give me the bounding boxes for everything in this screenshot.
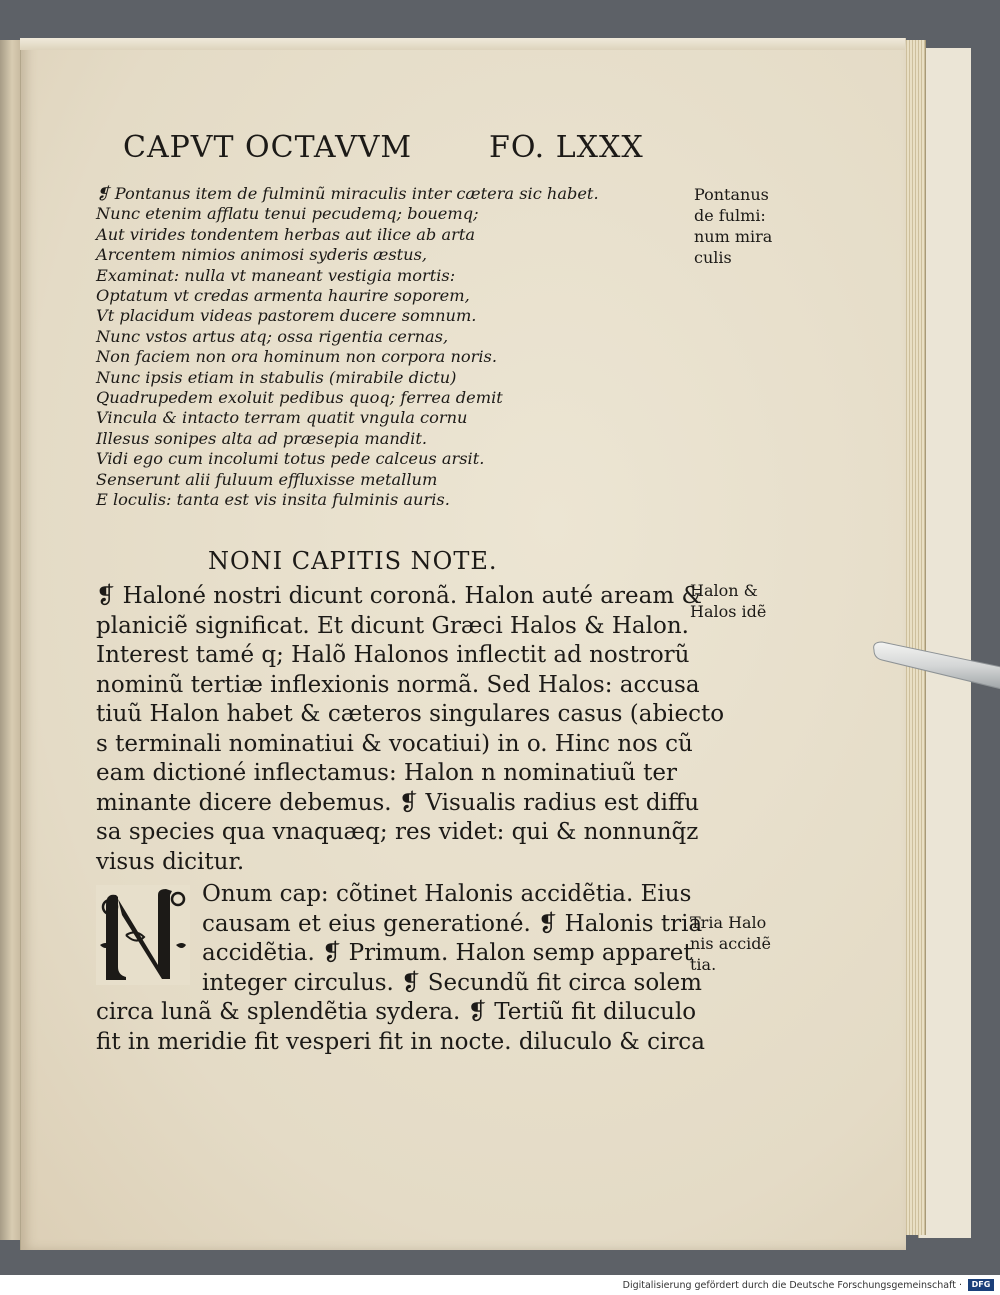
chapter-block: [96, 880, 705, 1057]
verse-block: [96, 184, 676, 511]
verse-line: Vincula & intacto terram quatit vngula cornu: [96, 408, 468, 428]
marginal-line: tia.: [690, 955, 717, 974]
chapter-line: Onum cap: cõtinet Halonis accidẽtia. Eius: [202, 881, 692, 907]
note-line: ❡ Haloné nostri dicunt coronã. Halon auté aream &: [96, 583, 702, 609]
note-line: tiuũ Halon habet & cæteros singulares casus (abiecto: [96, 701, 725, 727]
marginal-line: Tria Halo: [690, 913, 767, 932]
chapter-line: circa lunã & splendẽtia sydera. ❡ Tertiũ fit diluculo: [96, 999, 697, 1025]
verse-line: Aut virides tondentem herbas aut ilice ab arta: [96, 224, 475, 244]
folio-number: FO. LXXX: [489, 130, 644, 165]
chapter-line: fit in meridie fit vesperi fit in nocte. diluculo & circa: [96, 1028, 705, 1055]
marginal-line: de fulmi:: [694, 206, 766, 225]
verse-line: Examinat: nulla vt maneant vestigia mortis:: [96, 265, 456, 285]
verse-line: Illesus sonipes alta ad præsepia mandit.: [96, 428, 428, 448]
verse-line: Nunc etenim afflatu tenui pecudemq; bouemq;: [96, 204, 479, 224]
notes-block: [96, 582, 725, 877]
verse-line: Quadrupedem exoluit pedibus quoq; ferrea demit: [96, 388, 503, 408]
verse-line: ❡ Pontanus item de fulminũ miraculis inter cætera sic habet.: [96, 184, 599, 203]
digitization-credit: Digitalisierung gefördert durch die Deutsche Forschungsgemeinschaft ·: [622, 1280, 962, 1291]
marginal-line: culis: [694, 248, 732, 267]
page-holder-stylus: [870, 636, 1000, 696]
note-line: minante dicere debemus. ❡ Visualis radius est diffu: [96, 789, 700, 816]
marginal-line: Pontanus: [694, 185, 769, 204]
verse-line: Optatum vt credas armenta haurire soporem,: [96, 286, 470, 306]
note-line: s terminali nominatiui & vocatiui) in o. Hinc nos cũ: [96, 730, 693, 757]
note-line: sa species qua vnaquæq; res videt: qui & nonnunq̃z: [96, 819, 699, 845]
verse-line: Nunc ipsis etiam in stabulis (mirabile dictu): [96, 367, 457, 387]
marginal-line: Halos idẽ: [690, 602, 767, 621]
note-line: visus dicitur.: [96, 848, 245, 875]
running-title: CAPVT OCTAVVM: [123, 130, 413, 165]
page-top-edge: [20, 38, 905, 50]
note-line: planiciẽ significat. Et dicunt Græci Halos & Halon.: [96, 612, 689, 639]
marginal-note-tria: [690, 912, 771, 975]
verse-line: Non faciem non ora hominum non corpora noris.: [96, 347, 497, 367]
marginal-line: nis accidẽ: [690, 934, 772, 953]
marginal-note-halon: [690, 580, 766, 622]
section-title: NONI CAPITIS NOTE.: [208, 547, 498, 575]
verse-line: Vt placidum videas pastorem ducere somnum.: [96, 306, 477, 326]
marginal-note-pontanus: [694, 184, 772, 268]
verse-line: Arcentem nimios animosi syderis æstus,: [96, 245, 428, 265]
marginal-line: num mira: [694, 227, 773, 246]
verse-line: E loculis: tanta est vis insita fulminis auris.: [96, 490, 450, 510]
running-header: [123, 130, 644, 165]
verse-line: Vidi ego cum incolumi totus pede calceus arsit.: [96, 449, 485, 469]
credit-text: Digitalisierung gefördert durch die Deutsche Forschungsgemeinschaft: [622, 1280, 956, 1291]
verse-line: Nunc vstos artus atq; ossa rigentia cernas,: [96, 326, 449, 346]
chapter-line: integer circulus. ❡ Secundũ fit circa solem: [202, 969, 702, 996]
note-line: eam dictioné inflectamus: Halon n nominatiuũ ter: [96, 760, 677, 786]
note-line: Interest tamé q; Halõ Halonos inflectit ad nostrorũ: [96, 642, 690, 668]
chapter-line: accidẽtia. ❡ Primum. Halon semp apparet: [202, 940, 693, 966]
note-line: nominũ tertiæ inflexionis normã. Sed Halos: accusa: [96, 671, 700, 698]
dfg-logo: DFG: [968, 1279, 994, 1291]
verse-line: Senserunt alii fuluum effluxisse metallum: [96, 469, 438, 489]
chapter-line: causam et eius generationé. ❡ Halonis tria: [202, 910, 703, 937]
marginal-line: Halon &: [690, 581, 758, 600]
